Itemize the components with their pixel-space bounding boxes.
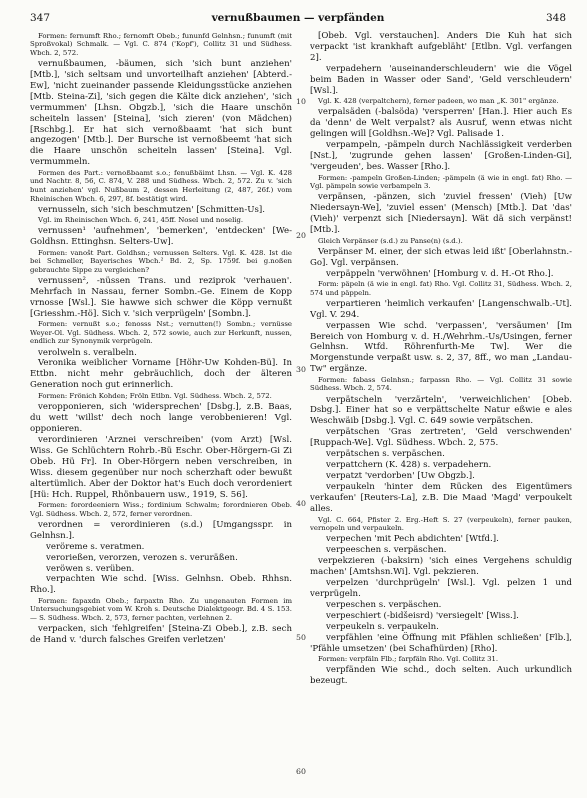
dictionary-entry: verpacken, sich 'fehlgreifen' [Steina-Zi Obeb.], z.B. sech de Hand v. 'durch falsches Greifen verletzen' [30,624,292,646]
dictionary-entry: verpassen Wie schd. 'verpassen', 'versäumen' [Im Bereich von Homburg v. d. H./Wehrhm.-Us/Usingen, ferner Gelnhsn. Wtfd. Röhrenfurth-Me Tw]. Wer die Morgenstunde verpaßt usw. s. 2, 37, 8ff., wo man „Landau-Tw" ergänze. [310,320,572,375]
dictionary-entry: verpätschen s. verpäschen. [326,449,445,460]
dictionary-entry: veröwen s. verüben. [46,563,135,574]
right-column [310,31,572,786]
line-number: 30 [296,365,306,375]
dictionary-entry: verpachten Wie schd. [Wiss. Gelnhsn. Obeb. Rhhsn. Rho.]. [30,574,292,596]
dictionary-entry: verolweln s. veralbeln. [38,347,137,358]
line-number: 10 [296,97,306,107]
page-header [30,12,566,26]
page-number-left: 347 [30,12,51,24]
dictionary-entry: verpadehern 'auseinanderschleudern' wie die Vögel beim Baden in Wasser oder Sand', 'Geld verschleudern' [Wsl.]. [310,63,572,96]
forms-note: Gleich Verpänser (s.d.) zu Panse(n) (s.d.). [318,236,463,245]
forms-note: Formen: forordeeniern Wiss.; fordinium Schwalm; forordnieren Obeb. Vgl. Südhess. Wbch. 2, 572, ferner verordnen. [30,501,292,518]
forms-note: Formen des Part.: vernoßbaamt s.o.; fenußbäimt Lhsn. — Vgl. K. 428 und Nachtr. 8, 56, C. 874, V. 288 und Südhess. Wbch. 2, 572. Zu v. 'sich bunt anziehen' vgl. Nußbaum 2, dessen Herleitung (2, 487, 26f.) vom Rheinischen Wbch. 6, 297, 8f. bestätigt wird. [30,168,292,203]
dictionary-entry: verpaukeln 'hinter dem Rücken des Eigentümers verkaufen' [Reuters-La], z.B. Die Maad 'Magd' verpoukelt alles. [310,482,572,515]
dictionary-entry: verpätschen 'Gras zertreten', 'Geld verschwenden' [Ruppach-We]. Vgl. Südhess. Wbch. 2, 575. [310,427,572,449]
dictionary-entry: verpänsen, -pänzen, sich 'zuviel fressen' (Vieh) [Uw Niedersayn-We], 'zuviel essen' (Mensch) [Mtb.]. Dat 'das' (Vieh)' verpenzt sich [Niedersayn]. Wät dä sich verpänst! [Mtb.]. [310,192,572,236]
dictionary-entry: verorießen, verorzen, verozen s. veruräßen. [46,552,238,563]
dictionary-entry: vernußbaumen, -bäumen, sich 'sich bunt anziehen' [Mtb.], 'sich seltsam und unvorteilhaft anziehen' [Abterd.-Ew], 'nicht zueinander passende Kleidungsstücke anziehen [Mtb. Steina-Zi], 'sich gegen die Kälte dick anziehen', 'sich vermummen' [Lhsn. Obgzb.], 'sich die Haare unschön scheiteln lassen' [Steina], 'sich zieren' (von Mädchen) [Rschbg.]. Er hat sich vernoßbaamt 'hat sich bunt angezogen' [Mtb.]. Der Bursche ist vernoßbeemt 'hat sich die Haare unschön scheiteln lassen' [Steina]. Vgl. vermummeln. [30,58,292,168]
forms-note: Formen: verpfäln Flb.; farpfäln Rho. Vgl. Collitz 31. [318,655,499,664]
dictionary-entry: verpalsäden (-balsöda) 'versperren' [Han.]. Hier auch Es da 'denn' de Welt verpalst? als Ausruf, wenn etwas nicht gelingen will [Goldhsn.-We]? Vgl. Palisade 1. [310,107,572,140]
dictionary-entry: verpeschen s. verpäschen. [326,599,442,610]
dictionary-entry: vernussen¹ 'aufnehmen', 'bemerken', 'entdecken' [We-Goldhsn. Ettinghsn. Selters-Uw]. [30,226,292,248]
dictionary-entry: verordnen = verordinieren (s.d.) [Umgangsspr. in Gelnhsn.]. [30,519,292,541]
dictionary-entry: verpattchern (K. 428) s. verpadehern. [326,460,492,471]
line-number: 60 [296,767,306,777]
dictionary-entry: verordinieren 'Arznei verschreiben' (vom Arzt) [Wsl. Wiss. Ge Schlüchtern Rohrb.-Bü Eschr. Ober-Hörgern-Gi Zi Obeb. Hü Fr]. In Ober-Hörgern neben verschreiben, in Wiss. diesem gegenüber nur noch scherzhaft oder bewußt altertümlich. Aber der Doktor hat's Euch doch verordeniert [Hü: Hch. Ruppel, Rhönbauern usw., 1919, S. 56]. [30,434,292,500]
forms-note: Formen: -pampeln Großen-Linden; -pämpeln (ä wie in engl. fat) Rho. — Vgl. pämpeln sowie verbampeln 3. [310,173,572,191]
forms-note: Form: päpeln (ä wie in engl. fat) Rho. Vgl. Collitz 31, Südhess. Wbch. 2, 574 und päppeln. [310,279,572,297]
dictionary-entry: verpatzt 'verdorben' [Uw Obgzb.]. [326,471,475,482]
dictionary-entry: veropponieren, sich 'widersprechen' [Dsbg.], z.B. Baas, du wett 'willst' dech noch lange verobbenieren! Vgl. opponieren. [30,401,292,434]
dictionary-entry: Veronika weiblicher Vorname [Höhr-Uw Kohden-Bü]. In Ettbn. nicht mehr gebräuchlich, doch der älteren Generation noch gut erinnerlich. [30,358,292,391]
line-number: 40 [296,499,306,509]
dictionary-entry: vernusseln, sich 'sich beschmutzen' [Schmitten-Us]. [38,204,265,215]
forms-note: Formen: Frönich Kohden; Fröln Etlbn. Vgl. Südhess. Wbch. 2, 572. [38,391,272,400]
left-column [30,31,292,786]
dictionary-entry: verpätscheln 'verzärteln', 'verweichlichen' [Obeb. Dsbg.]. Einer hat so e verpättschelte Natur eßwie e ales Weschwäib [Dsbg.]. Vgl. C. 649 sowie verpätschen. [310,394,572,427]
forms-note: Formen: fapaxdn Obeb.; farpaxtn Rho. Zu ungenauten Formen im Untersuchungsgebiet vom W. Kroh s. Deutsche Dialektgeogr. Bd. 4 S. 153. — S. Südhess. Wbch. 2, 573, ferner pachten, verlehnen 2. [30,596,292,623]
dictionary-entry: vernussen², -nüssen Trans. und reziprok 'verhauen'. Mehrfach in Nassau, ferner Sombn.-Ge. Einem de Kopp vrnosse [Wsl.]. Sie hawwe sich schwer die Köpp vernußt [Griesshm.-Hö]. Sich v. 'sich verprügeln' [Sombn.]. [30,275,292,319]
dictionary-entry: verpampeln, -pämpeln durch Nachlässigkeit verderben [Nst.], 'zugrunde gehen lassen' [Großen-Linden-Gi], 'vergeuden', bes. Wasser [Rho.]. [310,140,572,173]
dictionary-entry: verpartieren 'heimlich verkaufen' [Langenschwalb.-Ut]. Vgl. V. 294. [310,298,572,320]
running-head: vernußbaumen — verpfänden [211,12,385,24]
page-number-right: 348 [545,12,566,24]
dictionary-entry: verpelzen 'durchprügeln' [Wsl.]. Vgl. pelzen 1 und verprügeln. [310,578,572,599]
forms-note: Formen: vernußt s.o.; fenosss Nst.; vernutten(!) Sombn.; vernüsse Weyer-Ol. Vgl. Südhess. Wbch. 2, 572 sowie, auch zur Herkunft, nussen, endlich zur Synonymik verprügeln. [30,320,292,346]
dictionary-entry: [Obeb. Vgl. verstauchen]. Anders Die Kuh hat sich verpackt 'ist krankhaft aufgebläht' [Etlbn. Vgl. verfangen 2]. [310,31,572,63]
dictionary-entry: verpechen 'mit Pech abdichten' [Wtfd.]. [326,534,499,545]
dictionary-entry: verpeschiert (-bidšeisrd) 'versiegelt' [Wiss.]. [326,610,519,621]
dictionary-entry: verpeukeln s. verpaukeln. [326,621,439,632]
dictionary-entry: verpfänden Wie schd., doch selten. Auch urkundlich bezeugt. [310,665,572,687]
forms-note: Formen: fernumft Rho.; fernomft Obeb.; fununfd Gelnhsn.; funumft (mit Sproßvokal) Schmalk. — Vgl. C. 874 ('Kopf'), Collitz 31 und Südhess. Wbch. 2, 572. [30,31,292,57]
forms-note: Vgl. im Rheinischen Wbch. 6, 241, 45ff. Nosel und noselig. [38,216,244,225]
forms-note: Vgl. K. 428 (verpaltchern), ferner padeen, wo man „K. 301" ergänze. [318,97,559,106]
forms-note: Vgl. C. 664, Pfister 2. Erg.-Heft S. 27 (verpeukeln), ferner pauken, vernopeln und verpaukeln. [310,515,572,533]
line-number: 20 [296,231,306,241]
dictionary-entry: Verpänser M. einer, der sich etwas leid ißt' [Oberlahnstn.-Go]. Vgl. verpänsen. [310,246,572,268]
forms-note: Formen: vanošt Part. Goldhsn.; vernussen Selters. Vgl. K. 428. Ist die bei Schmeller, Bayerisches Wbch.² Bd. 2, Sp. 1759f. bei g.noßen gebrauchte Sippe zu vergleichen? [30,248,292,274]
dictionary-entry: verpäppeln 'verwöhnen' [Homburg v. d. H.-Ot Rho.]. [326,268,554,279]
dictionary-entry: verpfählen 'eine Öffnung mit Pfählen schließen' [Flb.], 'Pfähle umsetzen' (bei Schafhürden) [Rho]. [310,632,572,654]
dictionary-entry: veröreme s. veratmen. [46,541,145,552]
line-number: 50 [296,633,306,643]
forms-note: Formen: fabass Gelnhsn.; farpassn Rho. — Vgl. Collitz 31 sowie Südhess. Wbch. 2, 574. [310,375,572,393]
dictionary-entry: verpeeschen s. verpäschen. [326,545,447,556]
dictionary-entry: verpekzieren (-baksirn) 'sich eines Vergehens schuldig machen' [Amtshsn.Wi]. Vgl. pekzieren. [310,556,572,578]
